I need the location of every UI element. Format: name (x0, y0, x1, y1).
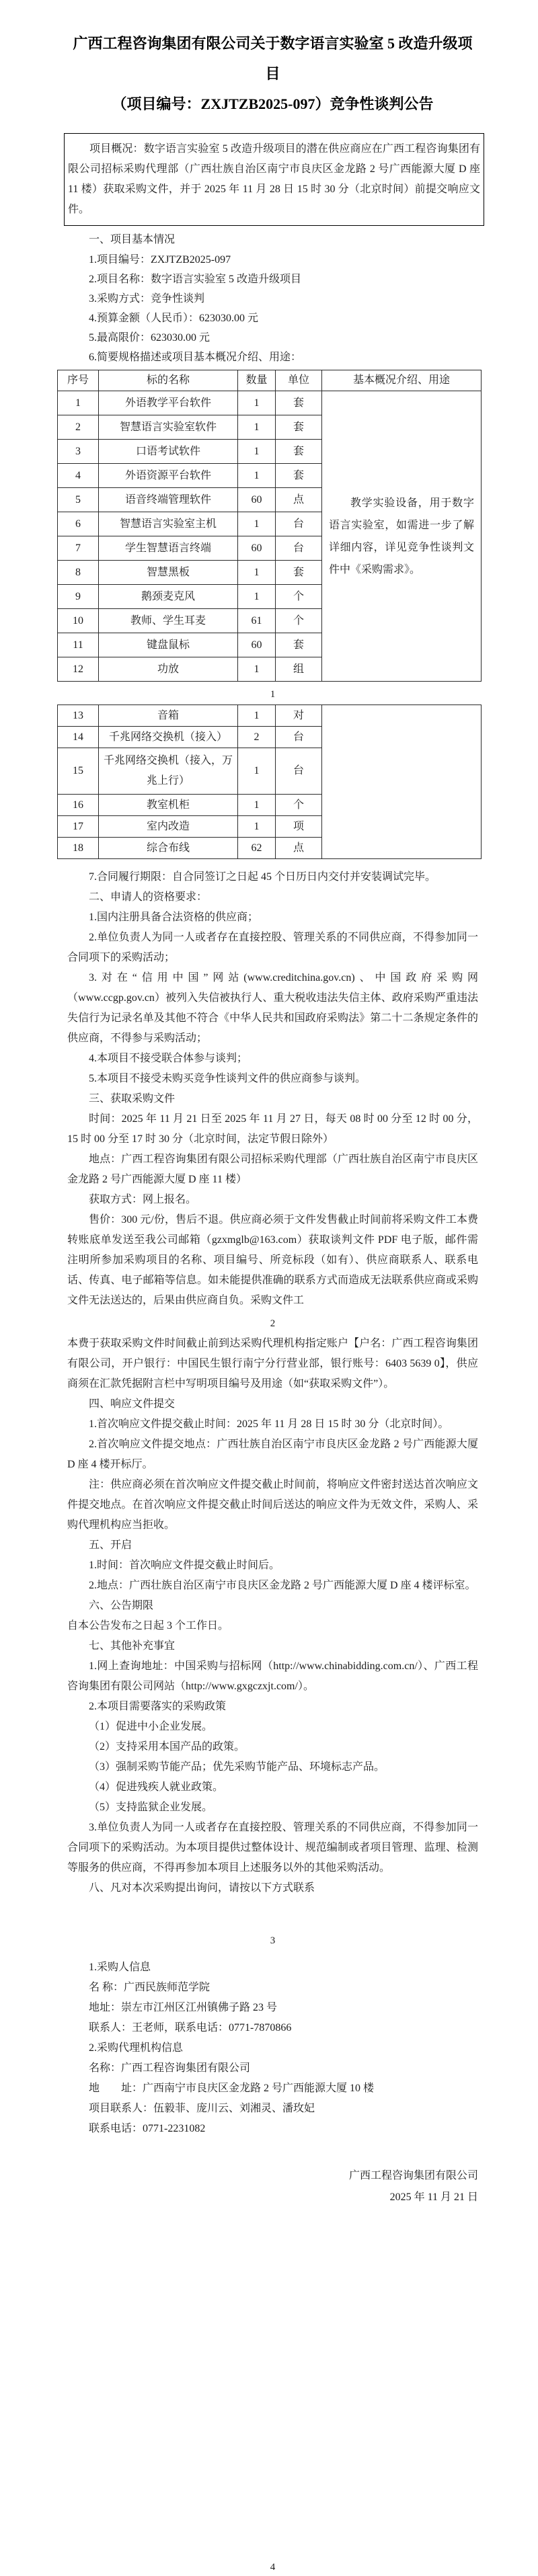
cell-item: 学生智慧语言终端 (99, 536, 238, 561)
cell-seq: 18 (58, 838, 99, 859)
agency-name: 名称：广西工程咨询集团有限公司 (89, 2062, 251, 2074)
obtain-method: 获取方式：网上报名。 (89, 1194, 197, 1205)
table-header-row (58, 370, 482, 391)
cell-qty: 1 (238, 512, 276, 536)
cell-item: 音箱 (99, 705, 238, 727)
cell-seq: 8 (58, 561, 99, 585)
section6-heading: 六、公告期限 (89, 1600, 154, 1611)
purchaser-name: 名 称：广西民族师范学院 (89, 1982, 210, 1993)
cell-seq: 17 (58, 816, 99, 838)
col-header-unit: 单位 (276, 370, 322, 391)
table-row (58, 391, 482, 415)
signature-company: 广西工程咨询集团有限公司 (348, 2170, 478, 2181)
document-title-line1: 广西工程咨询集团有限公司关于数字语言实验室 5 改造升级项目 (73, 35, 473, 82)
page-number-3: 3 (270, 1935, 276, 1946)
cell-unit: 台 (276, 536, 322, 561)
online-query-address: 1.网上查询地址：中国采购与招标网（http://www.chinabidding.com.cn/）、广西工程咨询集团有限公司网站（http://www.gxgczxjt.com/）。 (67, 1660, 478, 1692)
qualification-item: 4.本项目不接受联合体参与谈判； (89, 1053, 248, 1064)
opening-place: 2.地点：广西壮族自治区南宁市良庆区金龙路 2 号广西能源大厦 D 座 4 楼评标室。 (89, 1580, 476, 1591)
cell-unit: 套 (276, 464, 322, 488)
contract-term: 7.合同履行期限：自合同签订之日起 45 个日历日内交付并安装调试完毕。 (89, 871, 436, 883)
price-paragraph-part1: 售价：300 元/份，售后不退。供应商必须于文件发售截止时间前将采购文件工本费转账底单发送至我公司邮箱（gzxmglb@163.com）获取谈判文件 PDF 电子版，邮件需注明所参加采购项目的名称、项目编号、所竞标段（如有）、供应商联系人、联系电话、传真、电子邮箱等信息。如未能提供准确的联系方式而造成无法联系供应商或采购文件无法送达的，后果由供应商自负。采购文件工 (67, 1214, 478, 1306)
section7-heading: 七、其他补充事宜 (89, 1640, 176, 1652)
submission-place: 2.首次响应文件提交地点：广西壮族自治区南宁市良庆区金龙路 2 号广西能源大厦 D 座 4 楼开标厅。 (67, 1439, 478, 1470)
cell-item: 鹅颈麦克风 (99, 585, 238, 609)
cell-seq: 10 (58, 609, 99, 633)
cell-seq: 4 (58, 464, 99, 488)
cell-qty: 1 (238, 440, 276, 464)
page-number-1: 1 (270, 689, 276, 700)
max-price: 5.最高限价：623030.00 元 (89, 332, 210, 344)
cell-seq: 7 (58, 536, 99, 561)
cell-unit: 台 (276, 748, 322, 795)
cell-item: 智慧语言实验室主机 (99, 512, 238, 536)
cell-unit: 点 (276, 488, 322, 512)
cell-seq: 3 (58, 440, 99, 464)
cell-seq: 12 (58, 657, 99, 682)
cell-unit: 套 (276, 391, 322, 415)
cell-item: 键盘鼠标 (99, 633, 238, 657)
cell-item: 千兆网络交换机（接入） (99, 727, 238, 748)
cell-unit: 点 (276, 838, 322, 859)
col-header-overview: 基本概况介绍、用途 (322, 370, 482, 391)
document-title (67, 28, 478, 119)
agency-phone: 联系电话：0771-2231082 (89, 2123, 206, 2134)
section5-heading: 五、开启 (89, 1539, 132, 1551)
cell-qty: 1 (238, 795, 276, 816)
qualification-item: 1.国内注册具备合法资格的供应商； (89, 912, 259, 923)
cell-seq: 15 (58, 748, 99, 795)
table-overview-note: 教学实验设备，用于数字语言实验室，如需进一步了解详细内容，详见竞争性谈判文件中《采购需求》。 (322, 391, 482, 682)
page-number-4: 4 (270, 2562, 276, 2573)
section4-heading: 四、响应文件提交 (89, 1398, 176, 1410)
cell-unit: 对 (276, 705, 322, 727)
col-header-qty: 数量 (238, 370, 276, 391)
price-paragraph-part2: 本费于获取采购文件时间截止前到达采购代理机构指定账户【户名：广西工程咨询集团有限公司，开户银行：中国民生银行南宁分行营业部，银行账号：6403 5639 0】，供应商须在汇款凭据附言栏中写明项目编号及用途（如“获取采购文件”）。 (67, 1338, 478, 1390)
opening-time: 1.时间：首次响应文件提交截止时间后。 (89, 1560, 280, 1571)
cell-unit: 台 (276, 512, 322, 536)
section2-heading: 二、申请人的资格要求： (89, 891, 208, 903)
cell-seq: 5 (58, 488, 99, 512)
section3-heading: 三、获取采购文件 (89, 1093, 176, 1104)
cell-item: 教室机柜 (99, 795, 238, 816)
policy-intro: 2.本项目需要落实的采购政策 (89, 1701, 227, 1712)
cell-unit: 个 (276, 609, 322, 633)
cell-unit: 套 (276, 561, 322, 585)
cell-qty: 1 (238, 816, 276, 838)
cell-seq: 1 (58, 391, 99, 415)
procurement-method: 3.采购方式：竞争性谈判 (89, 293, 205, 305)
document-page (0, 28, 538, 2576)
cell-item: 外语教学平台软件 (99, 391, 238, 415)
cell-item: 千兆网络交换机（接入，万兆上行） (99, 748, 238, 795)
agency-info-heading: 2.采购代理机构信息 (89, 2042, 184, 2054)
cell-item: 功放 (99, 657, 238, 682)
purchaser-info-heading: 1.采购人信息 (89, 1962, 151, 1973)
cell-qty: 2 (238, 727, 276, 748)
qualification-item: 5.本项目不接受未购买竞争性谈判文件的供应商参与谈判。 (89, 1073, 367, 1084)
policy-item: （2）支持采用本国产品的政策。 (89, 1741, 245, 1753)
agency-contacts: 项目联系人：伍毅菲、庞川云、刘湘灵、潘玫妃 (89, 2103, 315, 2114)
cell-seq: 9 (58, 585, 99, 609)
col-header-seq: 序号 (58, 370, 99, 391)
cell-item: 室内改造 (99, 816, 238, 838)
cell-item: 综合布线 (99, 838, 238, 859)
cell-item: 外语资源平台软件 (99, 464, 238, 488)
cell-item: 智慧语言实验室软件 (99, 415, 238, 440)
policy-item: （4）促进残疾人就业政策。 (89, 1781, 224, 1793)
col-header-item: 标的名称 (99, 370, 238, 391)
cell-qty: 60 (238, 633, 276, 657)
cell-unit: 套 (276, 633, 322, 657)
cell-qty: 1 (238, 705, 276, 727)
qualification-item: 2.单位负责人为同一人或者存在直接控股、管理关系的不同供应商，不得参加同一合同项下的采购活动； (67, 932, 478, 963)
page-number-2: 2 (270, 1318, 276, 1329)
cell-qty: 1 (238, 561, 276, 585)
cell-qty: 62 (238, 838, 276, 859)
cell-qty: 1 (238, 748, 276, 795)
cell-seq: 11 (58, 633, 99, 657)
restriction-paragraph: 3.单位负责人为同一人或者存在直接控股、管理关系的不同供应商，不得参加同一合同项下的采购活动。为本项目提供过整体设计、规范编制或者项目管理、监理、检测等服务的供应商，不得再参加本项目上述服务以外的其他采购活动。 (67, 1822, 478, 1874)
table-row (58, 705, 482, 727)
section8-heading: 八、凡对本次采购提出询问，请按以下方式联系 (89, 1882, 315, 1894)
cell-seq: 6 (58, 512, 99, 536)
cell-qty: 1 (238, 464, 276, 488)
project-name: 2.项目名称：数字语言实验室 5 改造升级项目 (89, 274, 302, 285)
submission-deadline: 1.首次响应文件提交截止时间：2025 年 11 月 28 日 15 时 30 分（北京时间）。 (89, 1418, 449, 1430)
submission-note: 注：供应商必须在首次响应文件提交截止时间前，将响应文件密封送达首次响应文件提交地点。在首次响应文件提交截止时间后送达的响应文件为无效文件，采购人、采购代理机构应当拒收。 (67, 1479, 478, 1531)
purchaser-contact: 联系人：王老师，联系电话：0771-7870866 (89, 2022, 292, 2034)
cell-seq: 2 (58, 415, 99, 440)
goods-table-page1 (57, 370, 482, 682)
obtain-time: 时间：2025 年 11 月 21 日至 2025 年 11 月 27 日，每天 08 时 00 分至 12 时 00 分，15 时 00 分至 17 时 30 分（北京时间，法定节假日除外） (67, 1113, 478, 1145)
cell-unit: 组 (276, 657, 322, 682)
cell-unit: 套 (276, 440, 322, 464)
policy-item: （5）支持监狱企业发展。 (89, 1802, 213, 1813)
cell-unit: 个 (276, 585, 322, 609)
cell-qty: 1 (238, 415, 276, 440)
cell-item: 口语考试软件 (99, 440, 238, 464)
agency-address: 地 址：广西南宁市良庆区金龙路 2 号广西能源大厦 10 楼 (89, 2083, 375, 2094)
cell-qty: 61 (238, 609, 276, 633)
cell-unit: 个 (276, 795, 322, 816)
document-title-line2: （项目编号：ZXJTZB2025-097）竞争性谈判公告 (112, 95, 434, 112)
signature-date: 2025 年 11 月 21 日 (389, 2191, 478, 2203)
cell-qty: 1 (238, 585, 276, 609)
cell-seq: 13 (58, 705, 99, 727)
section1-heading: 一、项目基本情况 (89, 234, 176, 245)
cell-unit: 项 (276, 816, 322, 838)
cell-qty: 1 (238, 391, 276, 415)
cell-unit: 套 (276, 415, 322, 440)
cell-item: 语音终端管理软件 (99, 488, 238, 512)
table-overview-empty-cell (322, 705, 482, 859)
policy-item: （3）强制采购节能产品；优先采购节能产品、环境标志产品。 (89, 1761, 385, 1773)
budget-amount: 4.预算金额（人民币）：623030.00 元 (89, 313, 259, 324)
obtain-place: 地点：广西工程咨询集团有限公司招标采购代理部（广西壮族自治区南宁市良庆区金龙路 2 号广西能源大厦 D 座 11 楼） (67, 1154, 478, 1185)
project-number: 1.项目编号：ZXJTZB2025-097 (89, 254, 231, 266)
announcement-period: 自本公告发布之日起 3 个工作日。 (67, 1620, 229, 1632)
cell-qty: 60 (238, 536, 276, 561)
cell-unit: 台 (276, 727, 322, 748)
project-overview-box: 项目概况：数字语言实验室 5 改造升级项目的潜在供应商应在广西工程咨询集团有限公司招标采购代理部（广西壮族自治区南宁市良庆区金龙路 2 号广西能源大厦 D 座 11 楼）获取采购文件，并于 2025 年 11 月 28 日 15 时 30 分（北京时间）前提交响应文件。 (64, 133, 484, 226)
cell-item: 教师、学生耳麦 (99, 609, 238, 633)
cell-item: 智慧黑板 (99, 561, 238, 585)
purchaser-address: 地址：崇左市江州区江州镇佛子路 23 号 (89, 2002, 278, 2013)
cell-seq: 14 (58, 727, 99, 748)
cell-seq: 16 (58, 795, 99, 816)
cell-qty: 1 (238, 657, 276, 682)
qualification-item: 3.对在“信用中国”网站(www.creditchina.gov.cn)、中国政府采购网（www.ccgp.gov.cn）被列入失信被执行人、重大税收违法失信主体、政府采购严重违法失信行为记录名单及其他不符合《中华人民共和国政府采购法》第二十二条规定条件的供应商，不得参与采购活动； (67, 972, 478, 1044)
goods-table-page2 (57, 705, 482, 859)
policy-item: （1）促进中小企业发展。 (89, 1721, 213, 1732)
spec-description-label: 6.简要规格描述或项目基本概况介绍、用途： (89, 352, 302, 363)
cell-qty: 60 (238, 488, 276, 512)
